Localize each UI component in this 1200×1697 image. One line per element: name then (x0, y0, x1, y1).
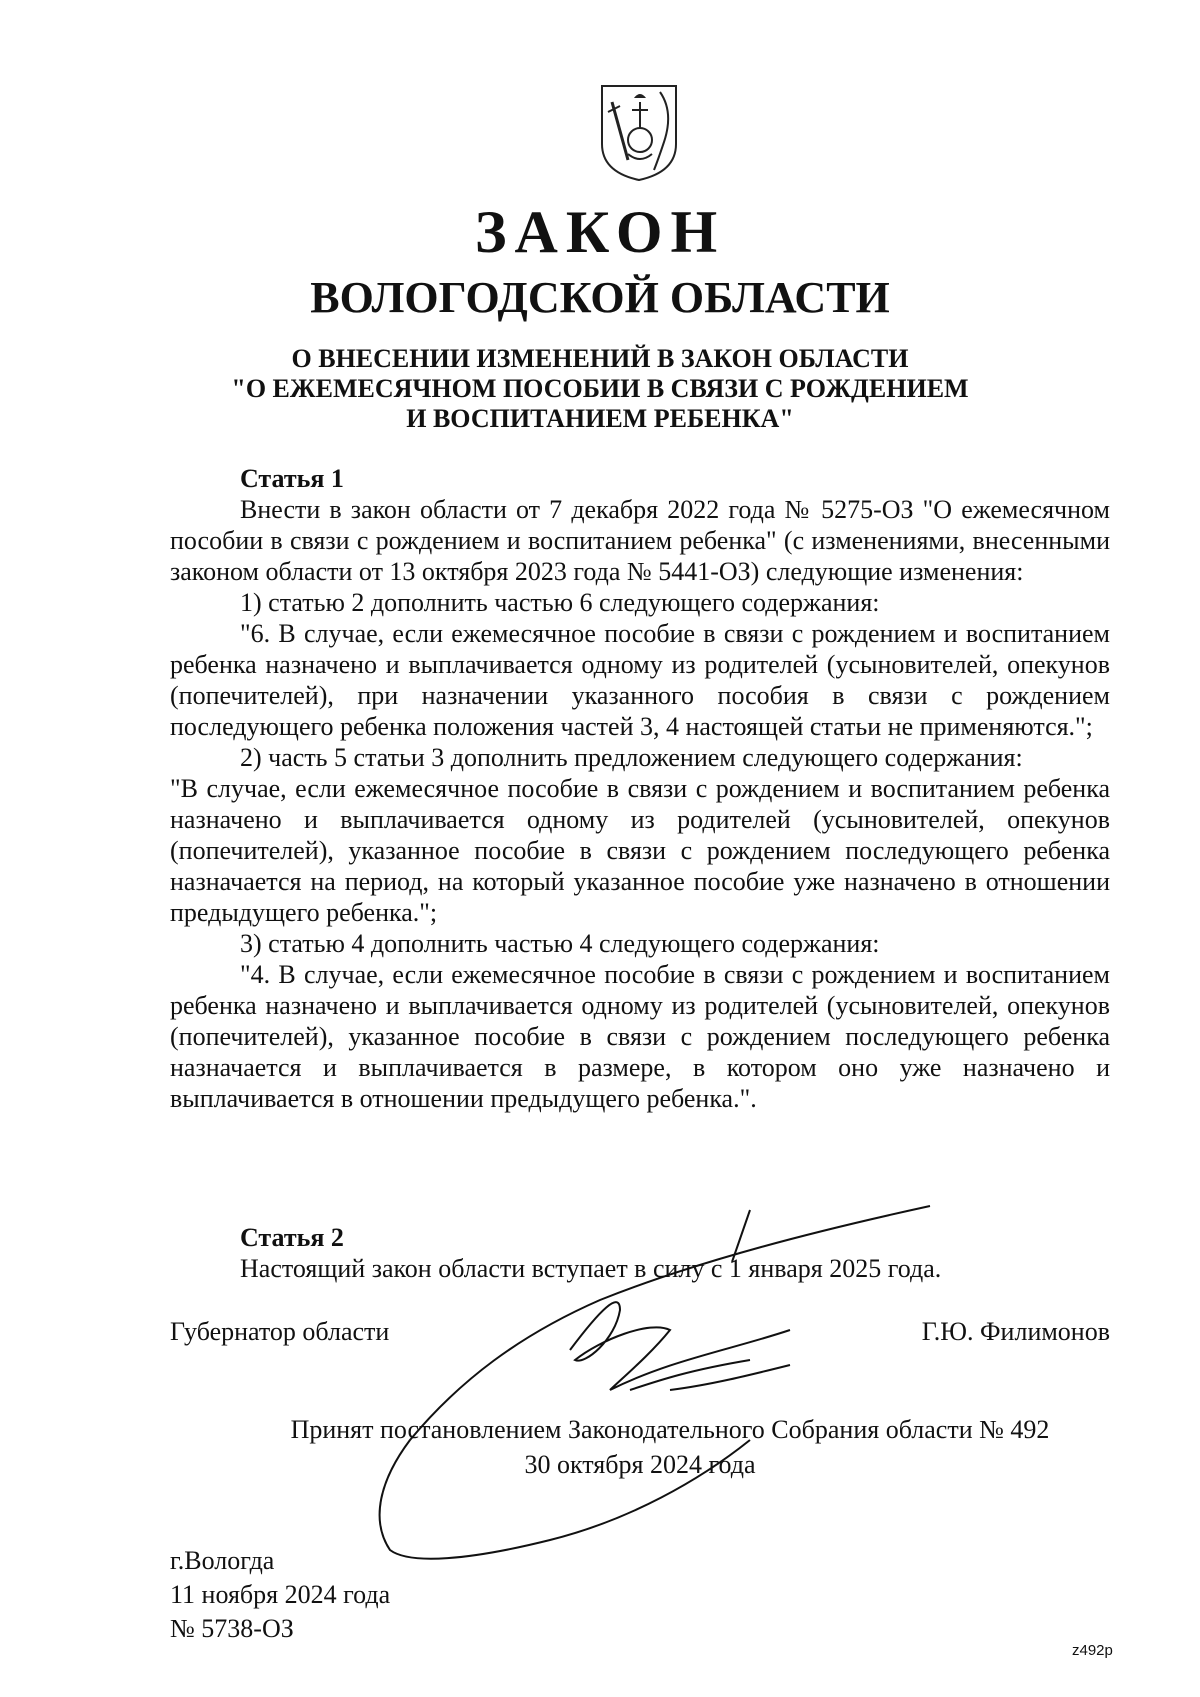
article-1-paragraph: Внести в закон области от 7 декабря 2022 года № 5275-ОЗ "О ежемесячном пособии в связи с рождением и воспитанием ребенка" (с изменениями, внесенными законом области от 13 октября 2023 года № 5441-ОЗ) следующие изменения: (170, 495, 1110, 586)
signatory-position: Губернатор области (170, 1317, 390, 1346)
law-region: ВОЛОГОДСКОЙ ОБЛАСТИ (310, 273, 890, 322)
article-1-paragraph: 1) статью 2 дополнить частью 6 следующего содержания: (240, 588, 880, 617)
signature-block (170, 1316, 1110, 1347)
law-number: № 5738-ОЗ (170, 1614, 294, 1643)
law-subject-line: И ВОСПИТАНИЕМ РЕБЕНКА" (406, 404, 794, 433)
coat-of-arms-icon (598, 82, 680, 182)
adoption-note (170, 1412, 1110, 1482)
law-subject-line: О ВНЕСЕНИИ ИЗМЕНЕНИЙ В ЗАКОН ОБЛАСТИ (291, 344, 909, 373)
article-1-paragraph: "4. В случае, если ежемесячное пособие в связи с рождением и воспитанием ребенка назначено и выплачивается одному из родителей (усыновителей, опекунов (попечителей), указанное пособие в связи с рождением последующего ребенка назначается и выплачивается в размере, в котором оно уже назначено и выплачивается в отношении предыдущего ребенка.". (170, 960, 1110, 1113)
place-and-number (170, 1544, 390, 1646)
law-title: ЗАКОН (474, 199, 726, 265)
adoption-date: 30 октября 2024 года (524, 1450, 756, 1479)
signing-date: 11 ноября 2024 года (170, 1580, 391, 1609)
law-subject (150, 344, 1050, 434)
article-2 (170, 1222, 1110, 1284)
article-1-paragraph: "6. В случае, если ежемесячное пособие в связи с рождением и воспитанием ребенка назначено и выплачивается одному из родителей (усыновителей, опекунов (попечителей), при назначении указанного пособия в связи с рождением последующего ребенка положения частей 3, 4 настоящей статьи не применяются."; (170, 619, 1110, 741)
city: г.Вологда (170, 1546, 275, 1575)
article-2-heading: Статья 2 (240, 1223, 344, 1252)
article-1-paragraph: 3) статью 4 дополнить частью 4 следующего содержания: (240, 929, 880, 958)
article-1-paragraph: 2) часть 5 статьи 3 дополнить предложением следующего содержания: (240, 743, 1023, 772)
document-code: z492p (1072, 1642, 1113, 1659)
adoption-line: Принят постановлением Законодательного Собрания области № 492 (290, 1415, 1050, 1444)
signatory-name: Г.Ю. Филимонов (921, 1317, 1110, 1346)
article-1 (170, 463, 1110, 1114)
article-1-heading: Статья 1 (240, 464, 344, 493)
law-subject-line: "О ЕЖЕМЕСЯЧНОМ ПОСОБИИ В СВЯЗИ С РОЖДЕНИЕМ (231, 374, 969, 403)
article-1-paragraph: "В случае, если ежемесячное пособие в связи с рождением и воспитанием ребенка назначено и выплачивается одному из родителей (усыновителей, опекунов (попечителей), указанное пособие в связи с рождением последующего ребенка назначается на период, на который указанное пособие уже назначено в отношении предыдущего ребенка."; (170, 774, 1110, 927)
article-2-text: Настоящий закон области вступает в силу с 1 января 2025 года. (240, 1254, 942, 1283)
